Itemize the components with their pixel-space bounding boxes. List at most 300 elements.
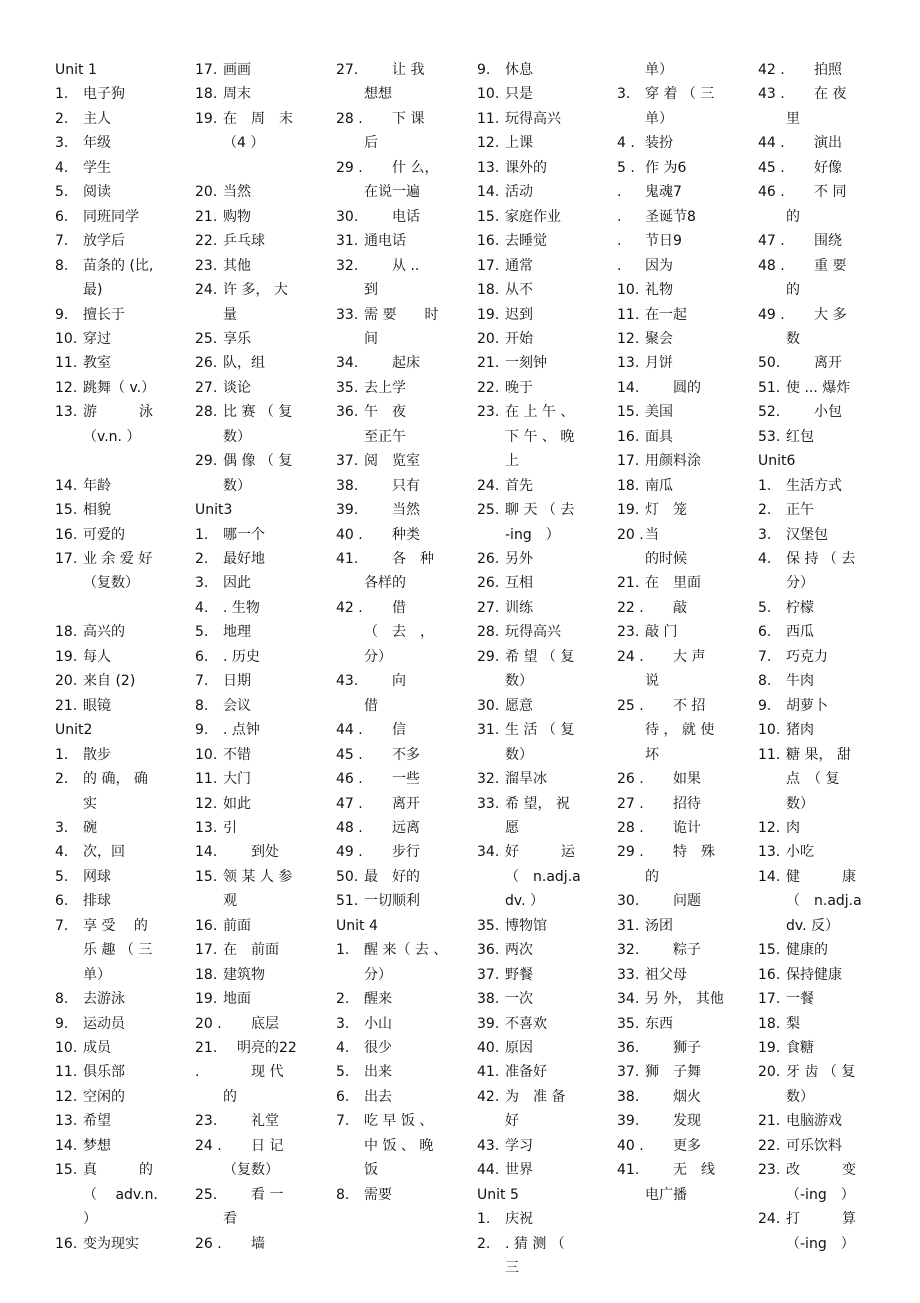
vocab-line	[617, 1012, 673, 1036]
item-number: 30.	[336, 208, 359, 225]
item-number: 5 .	[617, 159, 635, 176]
item-number: 33.	[336, 306, 359, 323]
item-text: 穿 着 （ 三	[645, 86, 715, 103]
item-text: 至正午	[364, 428, 406, 445]
vocab-line	[617, 449, 701, 473]
item-text: 礼物	[645, 282, 673, 298]
item-text: 节日9	[645, 233, 682, 250]
vocab-line	[617, 840, 715, 864]
vocab-line	[195, 571, 251, 595]
item-text: 单）	[645, 110, 673, 127]
vocab-line	[617, 498, 687, 522]
item-number: 14.	[617, 379, 640, 396]
item-text: 保持健康	[786, 966, 842, 983]
vocab-line	[336, 816, 420, 840]
item-text: 下 课	[364, 110, 425, 127]
vocab-line	[477, 596, 533, 620]
vocab-line	[758, 474, 842, 498]
item-number: .	[195, 1064, 200, 1081]
item-text: 在 夜	[786, 86, 847, 103]
item-text: 牙 齿 （ 复	[786, 1064, 856, 1081]
item-number: 31.	[336, 233, 359, 250]
vocab-line	[758, 1012, 800, 1036]
item-number: 19.	[55, 648, 78, 665]
item-text: 诡计	[645, 819, 701, 836]
vocab-line	[336, 767, 420, 791]
vocab-line	[195, 1060, 284, 1084]
vocab-line	[195, 180, 251, 204]
item-number: 13.	[758, 844, 781, 861]
item-number: 18.	[758, 1015, 781, 1032]
vocab-line	[336, 229, 406, 253]
item-text: 狮子	[645, 1040, 701, 1056]
vocab-line	[195, 792, 251, 816]
item-number: 34.	[617, 991, 640, 1008]
item-text: 数）	[786, 1088, 814, 1105]
item-number: 1.	[55, 746, 69, 763]
item-text: 原因	[505, 1040, 533, 1056]
item-text: 西瓜	[786, 624, 814, 641]
item-number: 22 .	[617, 599, 644, 616]
vocab-line	[195, 718, 260, 742]
vocab-line	[336, 840, 420, 864]
vocab-line	[617, 400, 673, 424]
vocab-line	[758, 229, 842, 253]
item-text: 引	[223, 819, 237, 836]
vocab-line	[617, 694, 706, 718]
vocab-line	[758, 669, 814, 693]
vocab-line	[617, 987, 724, 1011]
item-text: 电话	[364, 208, 420, 225]
item-text: 保 持 （ 去	[786, 551, 856, 567]
item-text: 运动员	[83, 1015, 125, 1032]
vocab-line	[195, 376, 251, 400]
item-text: dv. 反）	[786, 917, 839, 934]
vocab-line	[195, 938, 279, 962]
item-text: 到处	[223, 844, 279, 861]
vocab-line	[336, 303, 439, 327]
item-text: 东西	[645, 1015, 673, 1032]
item-number: 28 .	[336, 110, 363, 127]
item-text: 可乐饮料	[786, 1137, 842, 1154]
vocab-line	[617, 278, 673, 302]
item-number: 7.	[55, 233, 69, 250]
vocab-line	[477, 963, 533, 987]
item-text: 通电话	[364, 233, 406, 250]
item-text: 分）	[364, 966, 392, 983]
item-number: 15.	[477, 208, 500, 225]
item-text: 拍照	[786, 62, 842, 78]
vocab-line	[55, 327, 111, 351]
vocab-line	[55, 914, 148, 938]
vocab-line	[55, 1109, 111, 1133]
vocab-line	[336, 718, 406, 742]
item-text: 愿	[505, 819, 519, 836]
vocab-line	[758, 645, 828, 669]
item-number: 17.	[55, 551, 78, 567]
vocab-line	[195, 1183, 284, 1207]
item-text: 会议	[223, 697, 251, 714]
item-text: 不 招	[645, 697, 706, 714]
vocab-line	[477, 131, 533, 155]
vocab-line	[758, 1207, 856, 1231]
item-text: 不多	[364, 746, 420, 763]
item-number: 6.	[55, 893, 69, 910]
item-text: 借	[364, 599, 406, 616]
item-text: 苗条的 (比,	[83, 257, 154, 274]
vocab-line	[477, 107, 561, 131]
vocab-line	[55, 376, 156, 400]
item-number: 5.	[758, 599, 772, 616]
item-number: 52.	[758, 404, 781, 421]
item-text: 相貌	[83, 502, 111, 519]
vocab-line	[195, 1012, 279, 1036]
item-number: 2.	[758, 502, 772, 519]
item-text: 开始	[505, 330, 533, 347]
vocab-line	[477, 1207, 533, 1231]
vocab-line	[477, 327, 533, 351]
vocab-line	[758, 596, 814, 620]
vocab-line	[617, 156, 687, 180]
vocab-line	[55, 131, 111, 155]
item-text: 聊 天 （ 去	[505, 502, 575, 519]
vocab-line	[758, 82, 847, 106]
vocab-line	[617, 425, 673, 449]
item-number: 36.	[477, 942, 500, 959]
item-text: 明亮的22	[223, 1040, 297, 1056]
item-number: 12.	[55, 379, 78, 396]
item-text: 学习	[505, 1137, 533, 1154]
vocab-line	[617, 938, 701, 962]
vocab-line	[195, 816, 237, 840]
vocab-line	[55, 351, 111, 375]
item-number: .	[617, 184, 622, 201]
item-number: 7.	[758, 648, 772, 665]
item-text: 最)	[83, 282, 103, 298]
vocab-line	[55, 474, 111, 498]
vocab-line	[55, 743, 111, 767]
vocab-line	[477, 1158, 533, 1182]
item-text: 一餐	[786, 991, 814, 1008]
vocab-line	[758, 303, 847, 327]
item-number: 44 .	[758, 135, 785, 152]
vocab-line	[758, 938, 828, 962]
vocab-line	[477, 82, 533, 106]
item-number: 23.	[195, 257, 218, 274]
item-number: 8.	[55, 257, 69, 274]
item-text: 哪一个	[223, 526, 265, 543]
item-text: 美国	[645, 404, 673, 421]
item-text: 圣诞节8	[645, 208, 696, 225]
item-text: 看	[223, 1211, 237, 1228]
vocab-line	[758, 351, 842, 375]
vocab-line	[617, 1158, 715, 1182]
item-text: 准备好	[505, 1064, 547, 1081]
vocab-line	[758, 1158, 856, 1182]
vocab-line	[336, 205, 420, 229]
item-text: 去游泳	[83, 991, 125, 1008]
item-number: 1.	[477, 1211, 491, 1228]
item-text: 庆祝	[505, 1211, 533, 1228]
item-text: 梦想	[83, 1137, 111, 1154]
item-text: 南瓜	[645, 477, 673, 494]
vocab-line	[195, 327, 251, 351]
item-number: 4.	[336, 1040, 350, 1056]
vocab-line	[55, 400, 153, 424]
item-text: 俱乐部	[83, 1064, 125, 1081]
vocab-line	[336, 596, 406, 620]
vocab-line	[336, 1060, 392, 1084]
item-number: 21.	[55, 697, 78, 714]
vocab-line	[55, 1060, 125, 1084]
vocab-line	[617, 571, 701, 595]
item-number: 44.	[477, 1162, 500, 1179]
item-text: 烟火	[645, 1088, 701, 1105]
item-text: 观	[223, 893, 237, 910]
item-number: 6.	[758, 624, 772, 641]
item-number: 50.	[758, 355, 781, 372]
item-text: 购物	[223, 208, 251, 225]
item-text: . 生物	[223, 599, 260, 616]
item-number: 10.	[758, 722, 781, 739]
item-text: 什 么，	[364, 159, 439, 176]
item-text: 糖 果， 甜	[786, 746, 851, 763]
item-number: 35.	[477, 917, 500, 934]
item-number: 4.	[55, 844, 69, 861]
item-number: 51.	[336, 893, 359, 910]
vocab-line	[336, 792, 420, 816]
item-text: 活动	[505, 184, 533, 201]
item-number: 15.	[617, 404, 640, 421]
item-number: 49 .	[336, 844, 363, 861]
item-text: 重 要	[786, 257, 847, 274]
vocab-line	[195, 914, 251, 938]
item-text: 后	[364, 135, 378, 152]
vocab-line	[758, 1060, 856, 1084]
item-number: 18.	[195, 86, 218, 103]
vocab-line	[55, 816, 97, 840]
vocab-line	[55, 889, 111, 913]
item-text: 主人	[83, 110, 111, 127]
item-text: 无 线	[645, 1162, 715, 1179]
item-number: 8.	[336, 1186, 350, 1203]
item-number: .	[617, 233, 622, 250]
item-text: 一刻钟	[505, 355, 547, 372]
item-text: 互相	[505, 575, 533, 592]
vocab-line	[336, 938, 448, 962]
vocab-line	[477, 792, 570, 816]
item-text: 空闲的	[83, 1088, 125, 1105]
vocab-line	[55, 1085, 125, 1109]
item-text: 教室	[83, 355, 111, 372]
vocab-line	[477, 58, 533, 82]
item-number: 27.	[195, 379, 218, 396]
vocab-line	[617, 327, 673, 351]
item-number: 23.	[477, 404, 500, 421]
item-text: 其他	[223, 257, 251, 274]
vocab-line	[195, 840, 279, 864]
item-number: 16.	[55, 1235, 78, 1252]
item-number: 22.	[477, 379, 500, 396]
item-number: 14.	[477, 184, 500, 201]
vocab-line	[55, 1158, 153, 1182]
item-text: 大 声	[645, 648, 706, 665]
item-text: 小山	[364, 1015, 392, 1032]
item-text: 的	[645, 868, 659, 885]
vocab-line	[617, 914, 673, 938]
item-number: 43.	[477, 1137, 500, 1154]
vocab-line	[195, 865, 293, 889]
vocab-line	[617, 596, 687, 620]
item-text: 次，回	[83, 844, 125, 861]
vocab-line	[617, 229, 682, 253]
vocab-line	[195, 523, 265, 547]
item-text: 问题	[645, 893, 701, 910]
item-number: 21.	[477, 355, 500, 372]
item-number: 5.	[336, 1064, 350, 1081]
item-text: 散步	[83, 746, 111, 763]
vocab-line	[758, 694, 828, 718]
item-number: 18.	[617, 477, 640, 494]
item-number: 38.	[477, 991, 500, 1008]
vocab-line	[477, 278, 533, 302]
item-number: 44 .	[336, 722, 363, 739]
item-number: 35.	[617, 1015, 640, 1032]
vocab-line	[477, 1012, 547, 1036]
vocab-line	[758, 1036, 814, 1060]
item-text: 当	[645, 526, 659, 543]
item-number: 5.	[55, 184, 69, 201]
item-number: 43.	[336, 673, 359, 690]
item-text: （ n.adj.a	[505, 868, 581, 885]
item-text: 网球	[83, 868, 111, 885]
vocab-line	[477, 1134, 533, 1158]
item-text: 健康的	[786, 942, 828, 959]
vocab-line	[758, 254, 847, 278]
vocab-line	[477, 718, 575, 742]
item-text: 乐 趣 （ 三	[83, 942, 153, 959]
vocab-line	[477, 1036, 533, 1060]
item-number: 29.	[477, 648, 500, 665]
item-text: 更多	[645, 1137, 701, 1154]
vocab-line	[758, 865, 856, 889]
item-number: 1.	[195, 526, 209, 543]
item-text: 向	[364, 673, 406, 690]
vocab-line	[55, 1232, 139, 1256]
item-number: 41.	[617, 1162, 640, 1179]
item-number: 39.	[617, 1113, 640, 1130]
vocab-line	[758, 620, 814, 644]
vocab-line	[758, 498, 814, 522]
item-text: 业 余 爱 好	[83, 551, 153, 567]
item-number: 14.	[758, 868, 781, 885]
vocab-line	[336, 376, 406, 400]
item-text: 比 赛 （ 复	[223, 404, 293, 421]
vocab-line	[477, 1085, 566, 1109]
vocab-line	[195, 254, 251, 278]
vocab-line	[477, 205, 561, 229]
item-text: 远离	[364, 819, 420, 836]
item-number: 32.	[617, 942, 640, 959]
item-number: 2.	[477, 1235, 491, 1252]
item-number: 23.	[758, 1162, 781, 1179]
item-text: 数）	[223, 428, 251, 445]
vocab-line	[477, 303, 533, 327]
vocab-line	[336, 254, 420, 278]
item-text: 敲 门	[645, 624, 678, 641]
item-number: 40.	[477, 1040, 500, 1056]
vocab-line	[195, 963, 265, 987]
item-number: 35.	[336, 379, 359, 396]
item-number: 16.	[617, 428, 640, 445]
item-text: 同班同学	[83, 208, 139, 225]
vocab-line	[336, 889, 420, 913]
vocab-line	[195, 694, 251, 718]
item-text: 墙	[223, 1235, 265, 1252]
item-text: 下 午 、 晚	[505, 428, 575, 445]
item-text: 狮 子舞	[645, 1064, 701, 1081]
item-text: 使 ... 爆炸	[786, 379, 851, 396]
item-number: 24.	[758, 1211, 781, 1228]
item-text: 想想	[364, 86, 392, 103]
vocab-line	[55, 107, 111, 131]
item-text: 野餐	[505, 966, 533, 983]
vocab-line	[336, 523, 420, 547]
item-text: 好像	[786, 159, 842, 176]
vocab-line	[758, 1134, 842, 1158]
item-number: 38.	[336, 477, 359, 494]
item-number: 53.	[758, 428, 781, 445]
item-number: 4.	[55, 159, 69, 176]
vocab-line	[55, 840, 125, 864]
vocab-line	[336, 987, 392, 1011]
item-number: 45 .	[336, 746, 363, 763]
item-number: 47 .	[758, 233, 785, 250]
item-number: 41.	[477, 1064, 500, 1081]
item-number: 3.	[336, 1015, 350, 1032]
item-number: 15.	[758, 942, 781, 959]
vocab-line	[758, 840, 814, 864]
item-number: 20.	[55, 673, 78, 690]
item-number: 22.	[758, 1137, 781, 1154]
vocab-line	[336, 474, 420, 498]
item-text: （-ing ）	[786, 1235, 855, 1252]
item-text: 数	[786, 330, 800, 347]
vocab-line	[55, 156, 111, 180]
vocab-line	[55, 229, 125, 253]
item-text: 去上学	[364, 379, 406, 396]
item-text: 希 望 （ 复	[505, 648, 575, 665]
item-number: 24.	[195, 282, 218, 298]
vocab-line	[477, 376, 533, 400]
item-text: 上	[505, 453, 519, 470]
vocab-line	[477, 156, 547, 180]
unit-heading: Unit 4	[336, 917, 378, 934]
vocab-line	[617, 180, 682, 204]
item-text: 敲	[645, 599, 687, 616]
item-text: 来自 (2)	[83, 673, 136, 690]
item-text: 在 前面	[223, 942, 279, 959]
item-number: 11.	[477, 110, 500, 127]
unit-heading: Unit2	[55, 722, 93, 739]
item-number: 12.	[195, 795, 218, 812]
item-text: 谈论	[223, 379, 251, 396]
item-number: 13.	[195, 819, 218, 836]
item-text: 家庭作业	[505, 208, 561, 225]
item-number: 17.	[477, 257, 500, 274]
vocab-line	[336, 449, 420, 473]
item-text: 看 一	[223, 1186, 284, 1203]
